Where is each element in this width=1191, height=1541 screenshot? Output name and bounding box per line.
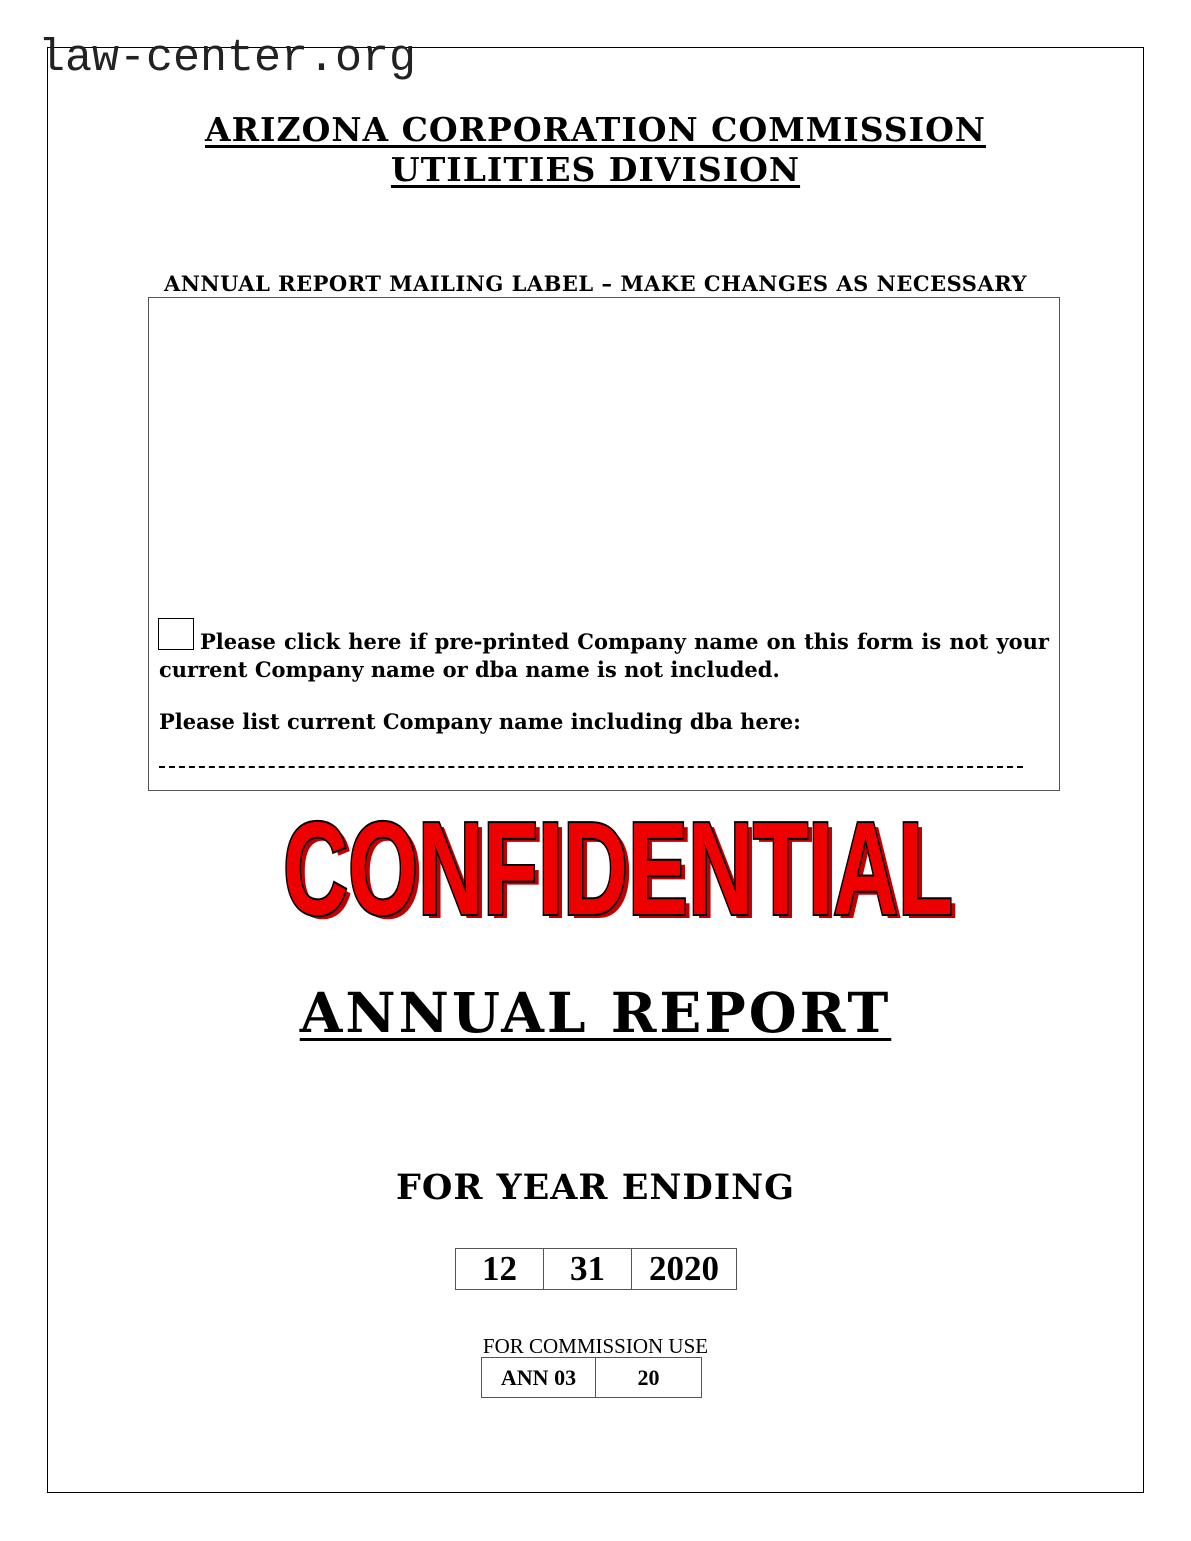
mailing-label-heading: ANNUAL REPORT MAILING LABEL – MAKE CHANGES AS NECESSARY [163,271,1028,296]
watermark: law-center.org [38,33,417,84]
agency-name: ARIZONA CORPORATION COMMISSION [205,110,986,149]
day-field[interactable]: 31 [544,1249,632,1289]
report-title: ANNUAL REPORT [299,980,892,1045]
company-name-field[interactable] [159,756,1023,768]
division-name: UTILITIES DIVISION [390,150,801,189]
company-name-prompt: Please list current Company name including dba here: [159,709,801,734]
commission-use-box [481,1357,702,1398]
commission-code: ANN 03 [482,1358,596,1397]
month-field[interactable]: 12 [456,1249,544,1289]
confidential-stamp [278,808,960,926]
commission-use-label: FOR COMMISSION USE [482,1334,709,1358]
commission-year: 20 [637,1364,660,1390]
confidential-stamp-shadow: CONFIDENTIAL [288,808,958,926]
year-ending-date [455,1248,737,1290]
year-ending-heading: FOR YEAR ENDING [396,1167,795,1208]
name-change-checkbox[interactable] [158,618,194,650]
year-field[interactable]: 2020 [649,1249,719,1288]
name-change-notice: Please click here if pre-printed Company name on this form is not your current Company name or dba name is not included. [159,629,1049,682]
confidential-stamp-text: CONFIDENTIAL [283,808,953,926]
